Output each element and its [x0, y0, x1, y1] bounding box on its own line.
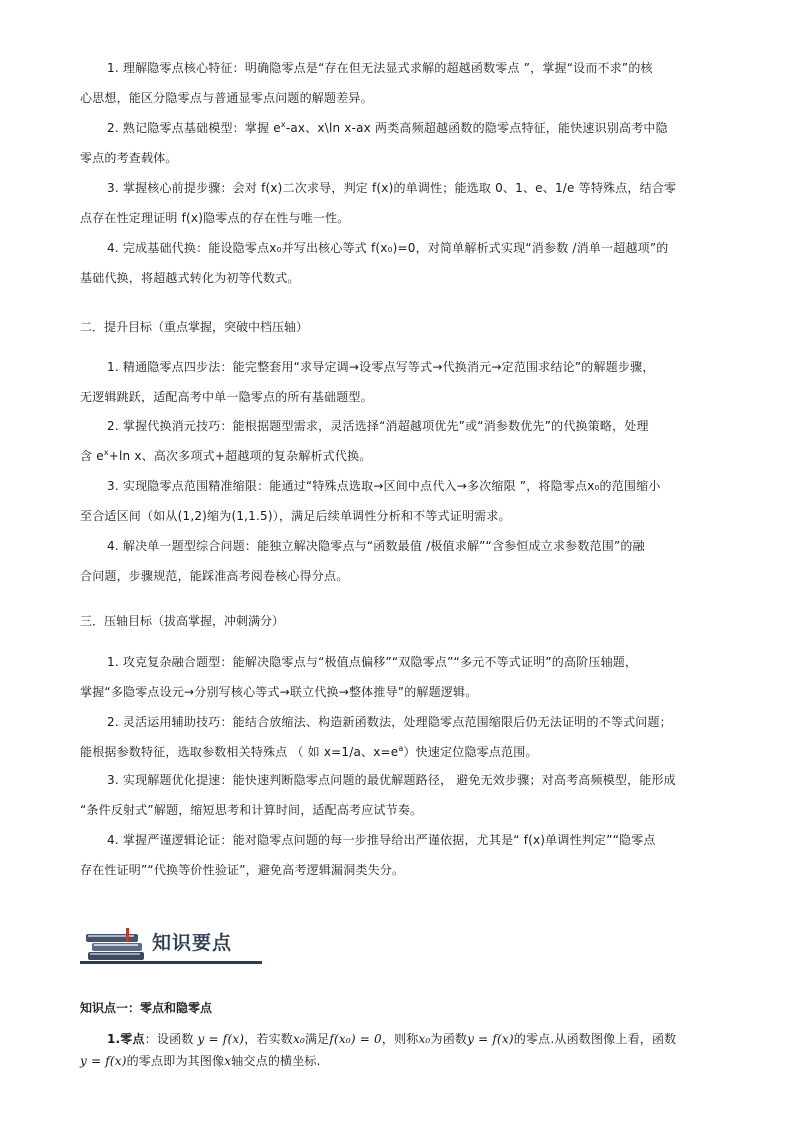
function-expr-2: y = f(x)	[467, 1032, 514, 1046]
s1-item4-line1: 4. 完成基础代换：能设隐零点x₀并写出核心等式 f(x₀)=0，对简单解析式实现“消参数 /消单一超越项”的	[107, 241, 669, 255]
definition-text-g: 的零点即为其图像	[126, 1054, 225, 1068]
s2-item2-line1: 2. 掌握代换消元技巧：能根据题型需求，灵活选择“消超越项优先”或“消参数优先”的代换策略，处理	[107, 419, 649, 433]
s3-item2-text-a: 能根据参数特征，选取参数相关特殊点 （ 如 x=1/a、x=e	[80, 745, 399, 759]
definition-text-c: 满足	[304, 1032, 330, 1046]
s2-item4-line1: 4. 解决单一题型综合问题：能独立解决隐零点与“函数最值 /极值求解”“含参恒成立求参数范围”的融	[107, 539, 645, 553]
s1-item2-line1	[80, 113, 747, 143]
banner-title: 知识要点	[152, 932, 233, 954]
s3-item2-line1: 2. 灵活运用辅助技巧：能结合放缩法、构造新函数法，处理隐零点范围缩限后仍无法证明的不等式问题；	[107, 715, 672, 729]
s1-item1-line1: 1. 理解隐零点核心特征：明确隐零点是“存在但无法显式求解的超越函数零点 ”，掌握“设而不求”的核	[107, 61, 653, 75]
banner-underline	[80, 961, 262, 964]
s2-item3-line2: 至合适区间（如从(1,2)缩为(1,1.5)），满足后续单调性分析和不等式证明需求。	[80, 509, 511, 523]
s2-item2-text-a: 含 e	[80, 449, 104, 463]
s1-item2-text-a: 2. 熟记隐零点基础模型：掌握 e	[107, 121, 281, 135]
s2-item2-sup: x	[103, 448, 109, 457]
s2-item2-text-b: +ln x、高次多项式+超越项的复杂解析式代换。	[108, 449, 372, 463]
definition-text-d: ，则称	[381, 1032, 419, 1046]
s3-item1-line2: 掌握“多隐零点设元→分别写核心等式→联立代换→整体推导”的解题逻辑。	[80, 685, 478, 699]
var-x-axis: x	[224, 1054, 232, 1068]
s1-item4-line2: 基础代换，将超越式转化为初等代数式。	[80, 271, 300, 285]
s3-item1-line1: 1. 攻克复杂融合题型：能解决隐零点与“极值点偏移”“双隐零点”“多元不等式证明”的高阶压轴题，	[107, 655, 638, 669]
s3-item2-sup: a	[398, 744, 404, 753]
s1-item2-line2: 零点的考查载体。	[80, 151, 178, 165]
s3-item3-line1: 3. 实现解题优化提速：能快速判断隐零点问题的最优解题路径， 避免无效步骤；对高考高频模型，能形成	[107, 773, 676, 787]
knowledge-point-title: 知识点一：零点和隐零点	[80, 1001, 213, 1015]
s2-item1-line1: 1. 精通隐零点四步法：能完整套用“求导定调→设零点写等式→代换消元→定范围求结论”的解题步骤，	[107, 360, 655, 374]
s1-item3-line2: 点存在性定理证明 f(x)隐零点的存在性与唯一性。	[80, 211, 350, 225]
s3-item4-line2: 存在性证明”“代换等价性验证”，避免高考逻辑漏洞类失分。	[80, 863, 405, 877]
zero-equation: f(x₀) = 0	[329, 1032, 382, 1046]
s1-item2-text-b: -ax、x\ln x-ax 两类高频超越函数的隐零点特征，能快速识别高考中隐	[285, 121, 668, 135]
s2-item4-line2: 合问题，步骤规范，能踩准高考阅卷核心得分点。	[80, 569, 349, 583]
s1-item1-line2: 心思想，能区分隐零点与普通显零点问题的解题差异。	[80, 91, 373, 105]
s3-item2-text-b: ）快速定位隐零点范围。	[403, 745, 538, 759]
s1-item3-line1: 3. 掌握核心前提步骤：会对 f(x)二次求导，判定 f(x)的单调性；能选取 0、1、e、1/e 等特殊点，结合零	[107, 181, 677, 195]
s2-item3-line1: 3. 实现隐零点范围精准缩限：能通过“特殊点选取→区间中点代入→多次缩限 ”，将隐零点x₀的范围缩小	[107, 479, 661, 493]
function-expr-3: y = f(x)	[80, 1054, 127, 1068]
s2-item2-line2	[80, 441, 720, 471]
definition-text-e: 为函数	[430, 1032, 468, 1046]
zero-definition-line2	[80, 1050, 720, 1072]
definition-text-b: ，若实数	[244, 1032, 293, 1046]
definition-text-h: 轴交点的横坐标.	[231, 1054, 321, 1068]
var-x0-b: x₀	[418, 1032, 431, 1046]
var-x0-a: x₀	[293, 1032, 305, 1046]
definition-text-a: ：设函数	[144, 1032, 198, 1046]
s3-item3-line2: “条件反射式”解题，缩短思考和计算时间，适配高考应试节奏。	[80, 803, 423, 817]
zero-definition-line1	[80, 1028, 747, 1050]
definition-label: 1.零点	[107, 1032, 145, 1046]
section2-heading: 二．提升目标（重点掌握，突破中档压轴）	[80, 320, 309, 334]
definition-text-f: 的零点.从函数图像上看，函数	[513, 1032, 677, 1046]
s3-item4-line1: 4. 掌握严谨逻辑论证：能对隐零点问题的每一步推导给出严谨依据，尤其是“ f(x)单调性判定”“隐零点	[107, 833, 656, 847]
s1-item2-sup: x	[280, 120, 286, 129]
s3-item2-line2	[80, 737, 720, 767]
s2-item1-line2: 无逻辑跳跃，适配高考中单一隐零点的所有基础题型。	[80, 390, 373, 404]
function-expr-1: y = f(x)	[197, 1032, 245, 1046]
section3-heading: 三．压轴目标（拔高掌握，冲刺满分）	[80, 614, 285, 628]
